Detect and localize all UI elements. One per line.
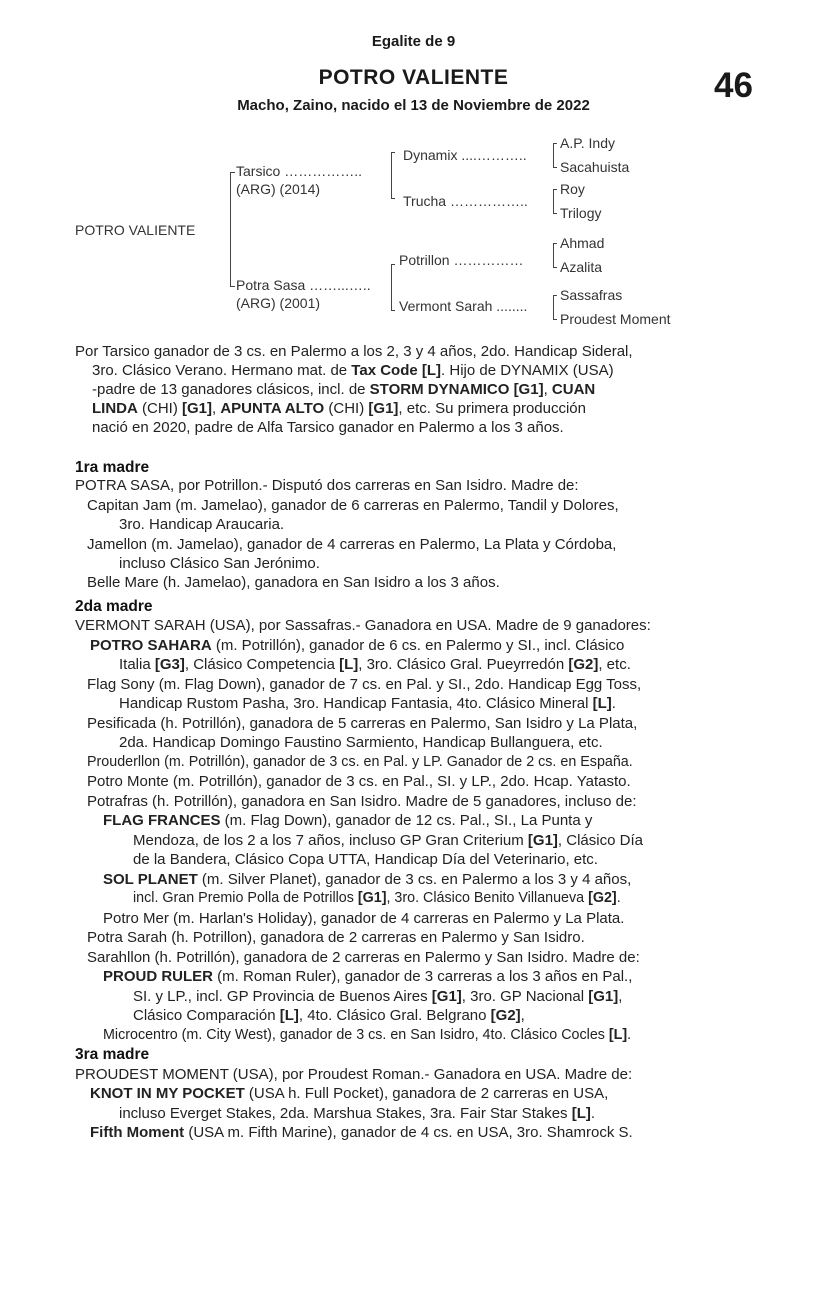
text-line: Handicap Rustom Pasha, 3ro. Handicap Fantasia, 4to. Clásico Mineral [L].	[119, 695, 616, 712]
consignor-label: Egalite de 9	[371, 33, 456, 50]
text-line: 2da. Handicap Domingo Faustino Sarmiento, Handicap Bullanguera, etc.	[119, 734, 603, 751]
pedigree-dam-sire: Potrillon ……………	[399, 252, 524, 268]
pedigree-g3-3: Roy	[560, 181, 585, 197]
text-line: incluso Everget Stakes, 2da. Marshua Stakes, 3ra. Fair Star Stakes [L].	[119, 1105, 596, 1122]
text-line: Pesificada (h. Potrillón), ganadora de 5 carreras en Palermo, San Isidro y La Plata,	[87, 715, 638, 732]
text-line: VERMONT SARAH (USA), por Sassafras.- Ganadora en USA. Madre de 9 ganadores:	[75, 617, 651, 634]
text-line: PROUD RULER (m. Roman Ruler), ganador de 3 carreras a los 3 años en Pal.,	[103, 968, 633, 985]
text-line: 3ro. Clásico Verano. Hermano mat. de Tax Code [L]. Hijo de DYNAMIX (USA)	[92, 362, 614, 379]
pedigree-sire-dam: Trucha ……………..	[403, 193, 528, 209]
pedigree-dam: Potra Sasa ……...…..	[236, 277, 371, 293]
text-line: Prouderllon (m. Potrillón), ganador de 3 cs. en Pal. y LP. Ganador de 2 cs. en España.	[87, 754, 633, 770]
text-line: LINDA (CHI) [G1], APUNTA ALTO (CHI) [G1], etc. Su primera producción	[92, 400, 586, 417]
pedigree-sire-origin: (ARG) (2014)	[236, 181, 321, 197]
text-line: POTRO SAHARA (m. Potrillón), ganador de 6 cs. en Palermo y SI., incl. Clásico	[90, 637, 625, 654]
pedigree-g3-6: Azalita	[560, 259, 603, 275]
text-line: Mendoza, de los 2 a los 7 años, incluso GP Gran Criterium [G1], Clásico Día	[133, 832, 643, 849]
text-line: incl. Gran Premio Polla de Potrillos [G1], 3ro. Clásico Benito Villanueva [G2].	[133, 890, 621, 906]
text-line: Microcentro (m. City West), ganador de 3 cs. en San Isidro, 4to. Clásico Cocles [L].	[103, 1027, 632, 1043]
text-line: FLAG FRANCES (m. Flag Down), ganador de 12 cs. Pal., SI., La Punta y	[103, 812, 593, 829]
text-line: SOL PLANET (m. Silver Planet), ganador de 3 cs. en Palermo a los 3 y 4 años,	[103, 871, 632, 888]
text-line: Flag Sony (m. Flag Down), ganador de 7 cs. en Pal. y SI., 2do. Handicap Egg Toss,	[87, 676, 642, 693]
pedigree-sire-sire: Dynamix ....………..	[403, 147, 527, 163]
text-line: Potro Monte (m. Potrillón), ganador de 3 cs. en Pal., SI. y LP., 2do. Hcap. Yatasto.	[87, 773, 631, 790]
pedigree-g3-8: Proudest Moment	[560, 311, 671, 327]
pedigree-g3-2: Sacahuista	[560, 159, 630, 175]
text-line: POTRA SASA, por Potrillon.- Disputó dos carreras en San Isidro. Madre de:	[75, 477, 579, 494]
text-line: de la Bandera, Clásico Copa UTTA, Handicap Día del Veterinario, etc.	[133, 851, 598, 868]
text-line: 3ro. Handicap Araucaria.	[119, 516, 285, 533]
text-line: Italia [G3], Clásico Competencia [L], 3ro. Clásico Gral. Pueyrredón [G2], etc.	[119, 656, 631, 673]
text-line: Potrafras (h. Potrillón), ganadora en San Isidro. Madre de 5 ganadores, incluso de:	[87, 793, 637, 810]
pedigree-g3-7: Sassafras	[560, 287, 623, 303]
text-line: Belle Mare (h. Jamelao), ganadora en San Isidro a los 3 años.	[87, 574, 500, 591]
horse-description: Macho, Zaino, nacido el 13 de Noviembre de 2022	[237, 97, 590, 114]
section-heading-second-dam: 2da madre	[75, 598, 153, 615]
text-line: Jamellon (m. Jamelao), ganador de 4 carreras en Palermo, La Plata y Córdoba,	[87, 536, 617, 553]
text-line: Clásico Comparación [L], 4to. Clásico Gral. Belgrano [G2],	[133, 1007, 525, 1024]
text-line: SI. y LP., incl. GP Provincia de Buenos Aires [G1], 3ro. GP Nacional [G1],	[133, 988, 623, 1005]
text-line: incluso Clásico San Jerónimo.	[119, 555, 320, 572]
text-line: Sarahllon (h. Potrillón), ganadora de 2 carreras en Palermo y San Isidro. Madre de:	[87, 949, 640, 966]
pedigree-sire: Tarsico ……………..	[236, 163, 363, 179]
text-line: Por Tarsico ganador de 3 cs. en Palermo a los 2, 3 y 4 años, 2do. Handicap Sideral,	[75, 343, 633, 360]
pedigree-g3-1: A.P. Indy	[560, 135, 616, 151]
section-heading-first-dam: 1ra madre	[75, 459, 150, 476]
text-line: PROUDEST MOMENT (USA), por Proudest Roman.- Ganadora en USA. Madre de:	[75, 1066, 633, 1083]
pedigree-dam-origin: (ARG) (2001)	[236, 295, 321, 311]
text-line: KNOT IN MY POCKET (USA h. Full Pocket), ganadora de 2 carreras en USA,	[90, 1085, 609, 1102]
text-line: Potra Sarah (h. Potrillon), ganadora de 2 carreras en Palermo y San Isidro.	[87, 929, 585, 946]
text-line: -padre de 13 ganadores clásicos, incl. de STORM DYNAMICO [G1], CUAN	[92, 381, 596, 398]
pedigree-g3-5: Ahmad	[560, 235, 605, 251]
section-heading-third-dam: 3ra madre	[75, 1046, 150, 1063]
pedigree-subject: POTRO VALIENTE	[75, 222, 196, 238]
text-line: Potro Mer (m. Harlan's Holiday), ganador de 4 carreras en Palermo y La Plata.	[103, 910, 625, 927]
text-line: Capitan Jam (m. Jamelao), ganador de 6 carreras en Palermo, Tandil y Dolores,	[87, 497, 619, 514]
text-line: Fifth Moment (USA m. Fifth Marine), ganador de 4 cs. en USA, 3ro. Shamrock S.	[90, 1124, 633, 1141]
horse-name-title: POTRO VALIENTE	[318, 66, 509, 89]
lot-number: 46	[714, 66, 753, 105]
pedigree-dam-dam: Vermont Sarah ........	[399, 298, 528, 314]
pedigree-g3-4: Trilogy	[560, 205, 602, 221]
text-line: nació en 2020, padre de Alfa Tarsico ganador en Palermo a los 3 años.	[92, 419, 564, 436]
